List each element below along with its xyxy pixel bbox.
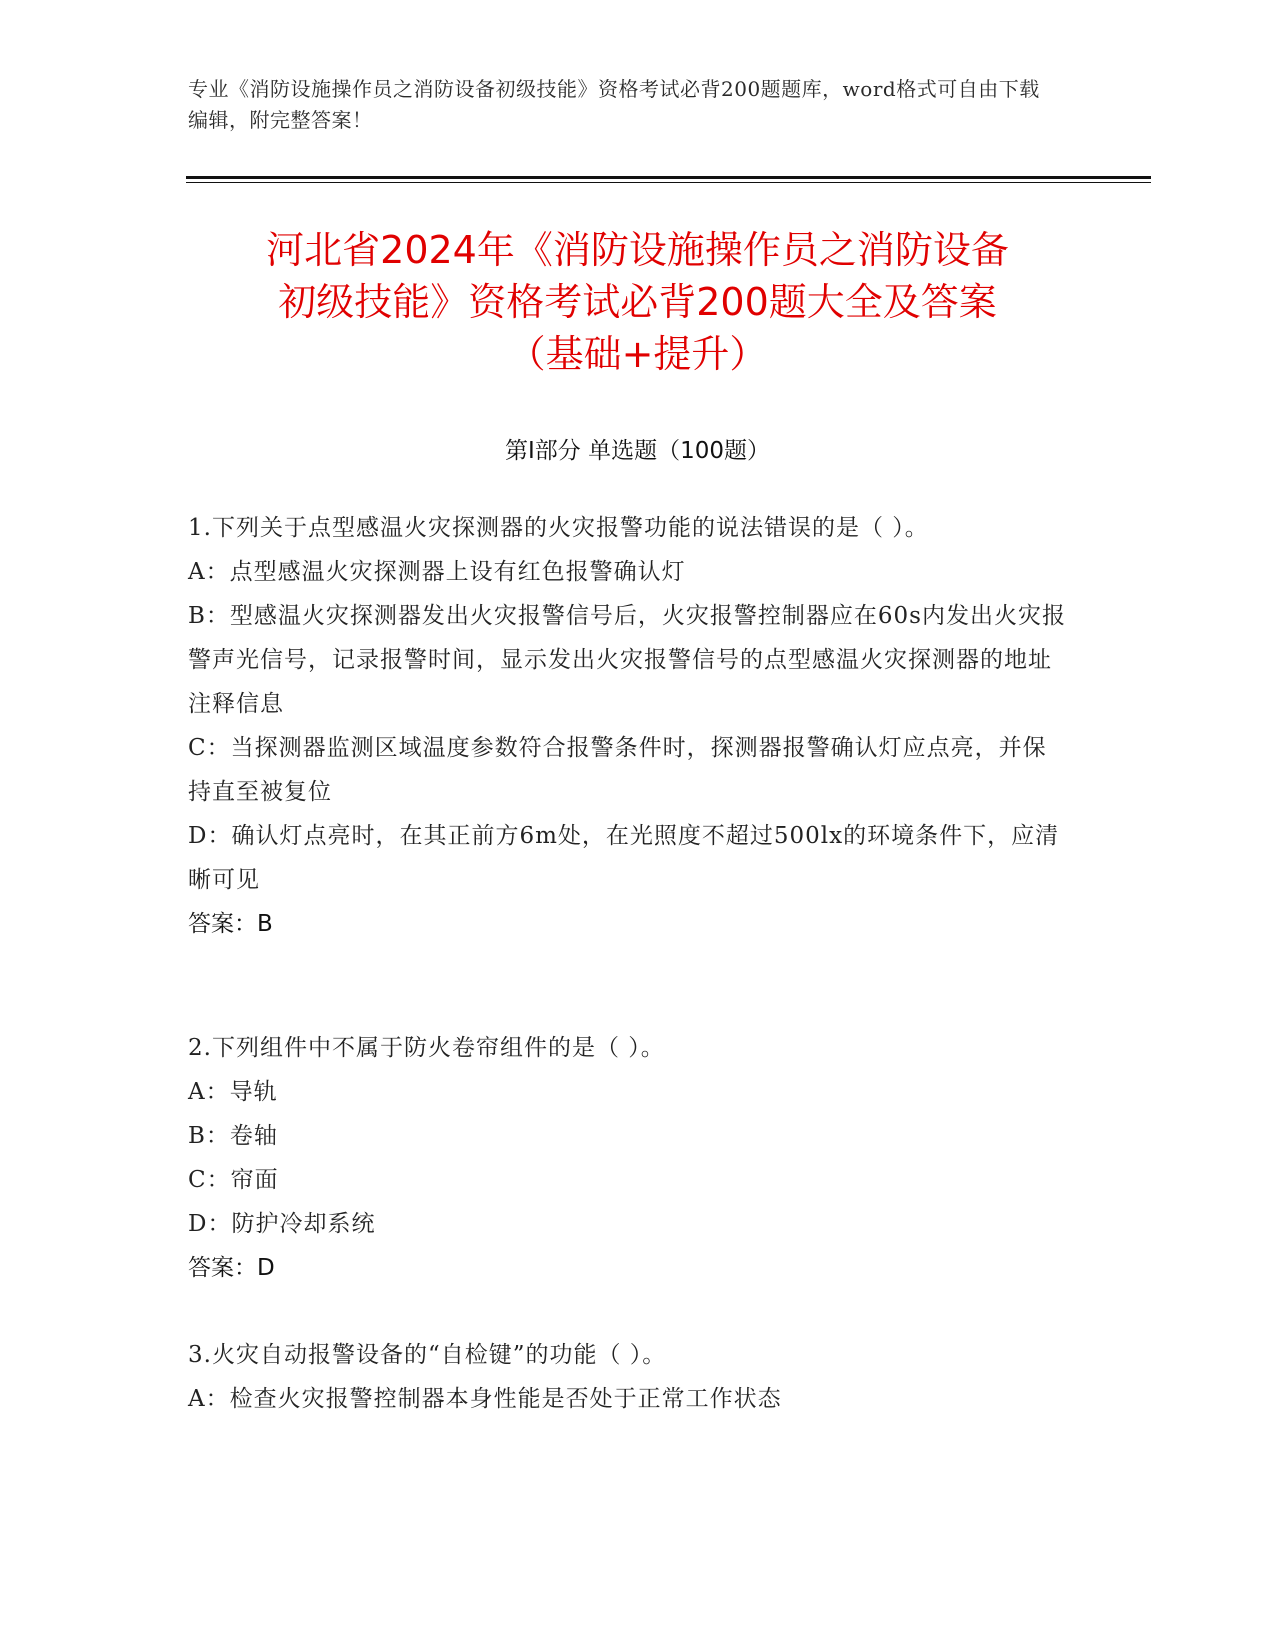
option-a: A：点型感温火灾探测器上设有红色报警确认灯 [188, 559, 686, 585]
option-a: A：导轨 [188, 1079, 278, 1105]
header-note: 专业《消防设施操作员之消防设备初级技能》资格考试必背200题题库，word格式可自由下载编辑，附完整答案！ [188, 77, 1040, 132]
question-stem: 1.下列关于点型感温火灾探测器的火灾报警功能的说法错误的是（ ）。 [188, 515, 929, 541]
document-title: 河北省2024年《消防设施操作员之消防设备 初级技能》资格考试必背200题大全及答案 （基础+提升） [266, 228, 1009, 376]
answer: 答案：D [188, 1255, 275, 1281]
option-d: D：确认灯点亮时，在其正前方6m处，在光照度不超过500lx的环境条件下，应清晰可见 [188, 823, 1060, 893]
option-a: A：检查火灾报警控制器本身性能是否处于正常工作状态 [188, 1386, 782, 1412]
option-b: B：型感温火灾探测器发出火灾报警信号后，火灾报警控制器应在60s内发出火灾报警声光信号，记录报警时间，显示发出火灾报警信号的点型感温火灾探测器的地址注释信息 [188, 603, 1066, 717]
question-3 [188, 1333, 1068, 1421]
question-stem: 2.下列组件中不属于防火卷帘组件的是（ ）。 [188, 1035, 665, 1061]
question-stem: 3.火灾自动报警设备的“自检键”的功能（ ）。 [188, 1342, 667, 1368]
question-2 [188, 1026, 1068, 1290]
option-d: D：防护冷却系统 [188, 1211, 376, 1237]
header-rule-thin [186, 182, 1151, 183]
section-heading: 第I部分 单选题（100题） [505, 438, 770, 464]
option-c: C：帘面 [188, 1167, 279, 1193]
question-1 [188, 506, 1068, 946]
answer: 答案：B [188, 911, 273, 937]
option-c: C：当探测器监测区域温度参数符合报警条件时，探测器报警确认灯应点亮，并保持直至被复位 [188, 735, 1047, 805]
option-b: B：卷轴 [188, 1123, 278, 1149]
header-rule-thick [186, 176, 1151, 179]
